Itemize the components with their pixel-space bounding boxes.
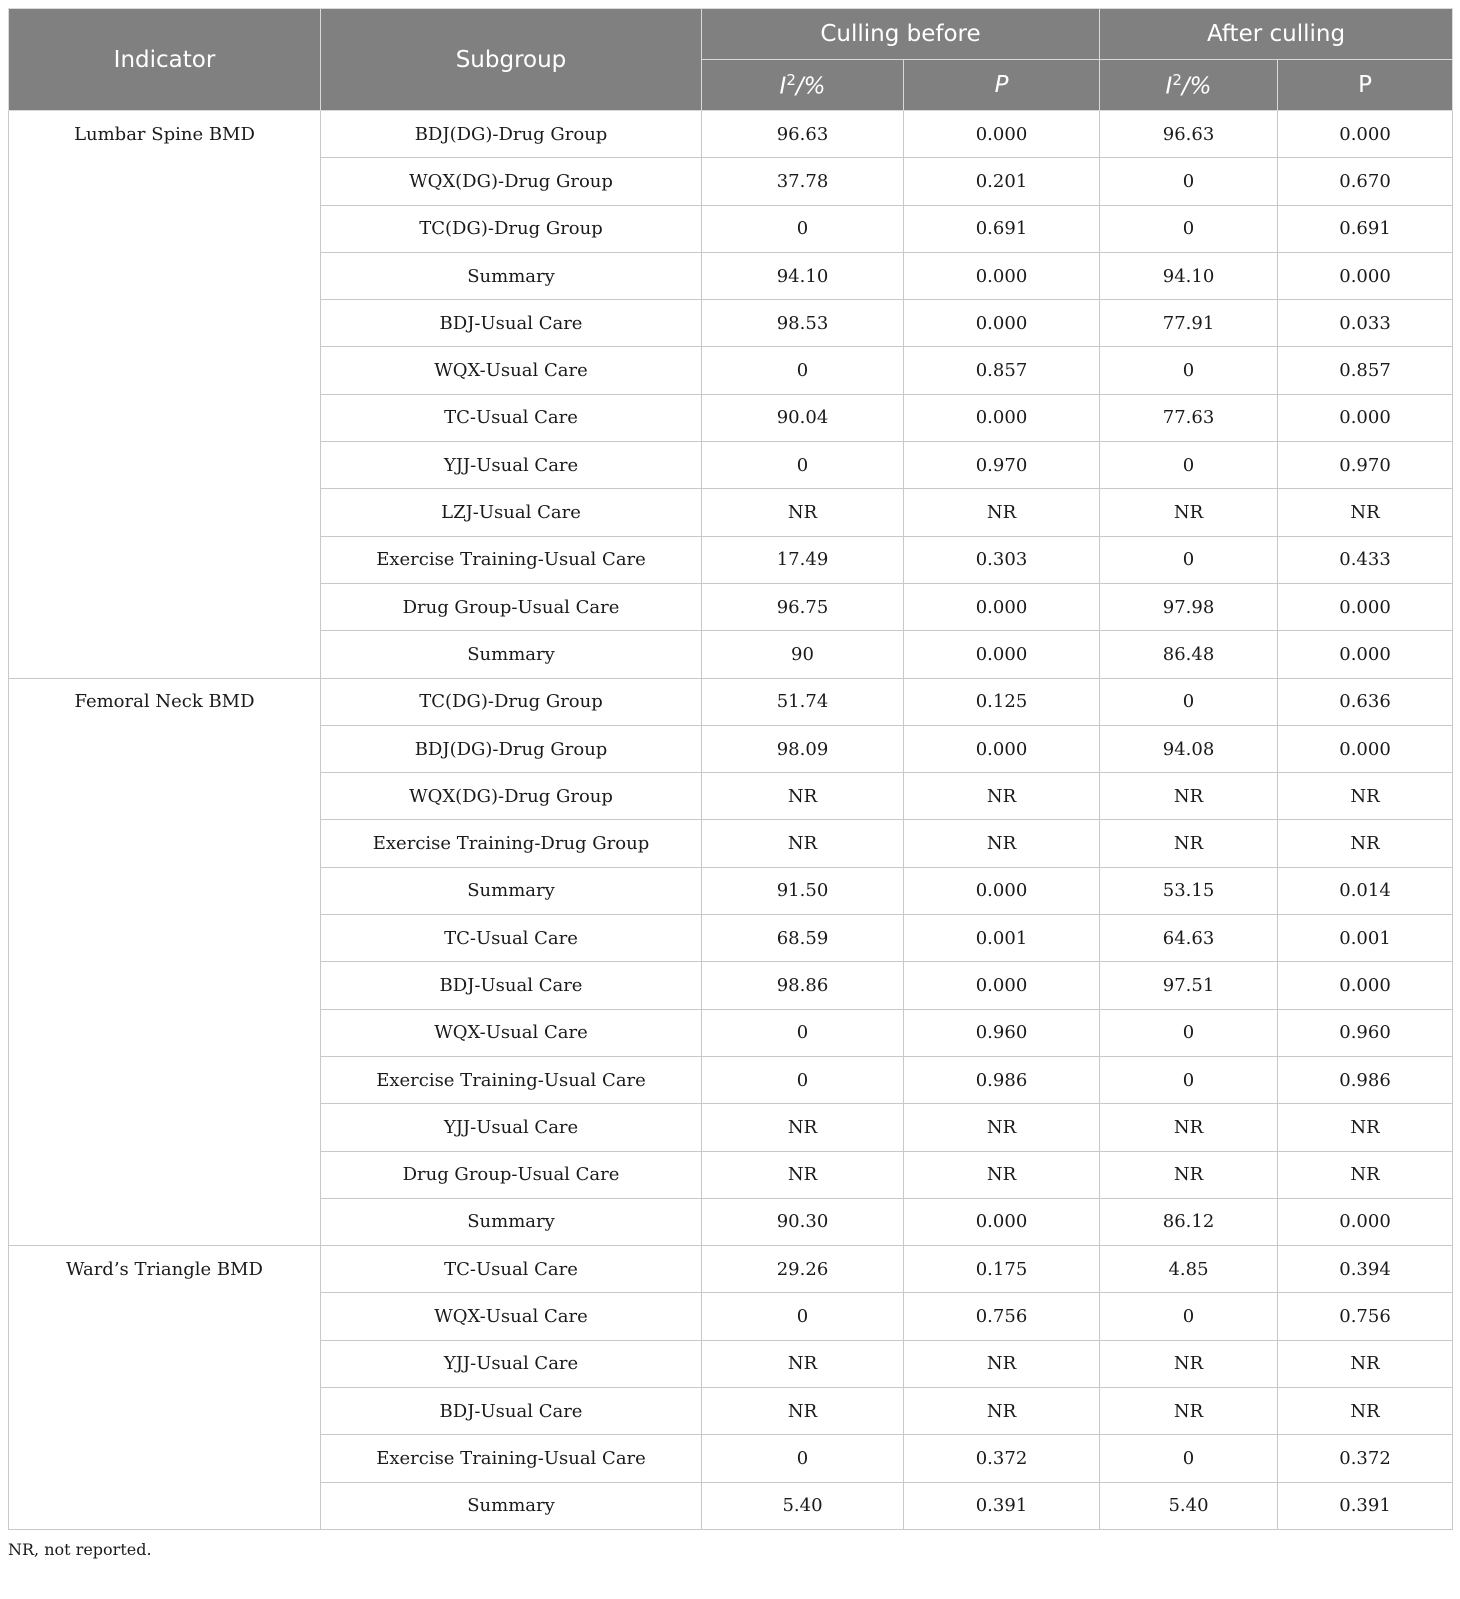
p-before-cell: 0.201 (904, 158, 1100, 205)
i2-before-cell: 0 (702, 1435, 904, 1482)
i2-after-cell: NR (1100, 1340, 1278, 1387)
p-after-cell: 0.000 (1278, 725, 1453, 772)
i2-after-cell: 0 (1100, 1293, 1278, 1340)
i2-after-cell: 86.48 (1100, 631, 1278, 678)
p-before-cell: NR (904, 1388, 1100, 1435)
i2-before-cell: 90 (702, 631, 904, 678)
i2-before-cell: 0 (702, 1056, 904, 1103)
p-before-cell: 0.986 (904, 1056, 1100, 1103)
i2-after-cell: NR (1100, 1388, 1278, 1435)
p-before-cell: 0.000 (904, 725, 1100, 772)
indicator-cell (9, 252, 321, 299)
indicator-cell: Femoral Neck BMD (9, 678, 321, 725)
i2-before-cell: 98.86 (702, 962, 904, 1009)
i2-after-cell: 5.40 (1100, 1482, 1278, 1529)
header-p-before: P (904, 60, 1100, 111)
subgroup-cell: TC(DG)-Drug Group (321, 205, 702, 252)
i2-after-cell: 0 (1100, 1056, 1278, 1103)
p-before-cell: 0.000 (904, 631, 1100, 678)
i2-after-cell: 4.85 (1100, 1246, 1278, 1293)
p-after-cell: 0.000 (1278, 962, 1453, 1009)
i2-before-cell: 17.49 (702, 536, 904, 583)
i2-before-cell: 0 (702, 347, 904, 394)
p-after-cell: 0.000 (1278, 394, 1453, 441)
table-row (9, 583, 1453, 630)
indicator-cell (9, 489, 321, 536)
table-row (9, 111, 1453, 158)
indicator-cell (9, 1104, 321, 1151)
p-after-cell: 0.857 (1278, 347, 1453, 394)
subgroup-cell: BDJ-Usual Care (321, 300, 702, 347)
table-row (9, 1340, 1453, 1387)
table-row (9, 678, 1453, 725)
table-row (9, 867, 1453, 914)
indicator-cell (9, 1293, 321, 1340)
heterogeneity-table-container (8, 8, 1452, 1530)
i2-after-cell: 64.63 (1100, 915, 1278, 962)
p-after-cell: 0.014 (1278, 867, 1453, 914)
i2-symbol: I (779, 73, 787, 100)
subgroup-cell: TC(DG)-Drug Group (321, 678, 702, 725)
i2-after-cell: NR (1100, 1104, 1278, 1151)
table-row (9, 631, 1453, 678)
table-row (9, 347, 1453, 394)
i2-after-cell: 0 (1100, 442, 1278, 489)
i2-before-cell: 0 (702, 1293, 904, 1340)
subgroup-cell: Summary (321, 631, 702, 678)
subgroup-cell: YJJ-Usual Care (321, 442, 702, 489)
p-before-cell: NR (904, 1340, 1100, 1387)
indicator-cell (9, 347, 321, 394)
i2-after-cell: 94.08 (1100, 725, 1278, 772)
p-before-cell: 0.000 (904, 394, 1100, 441)
subgroup-cell: WQX-Usual Care (321, 1009, 702, 1056)
i2-suffix: /% (1181, 73, 1212, 100)
subgroup-cell: TC-Usual Care (321, 1246, 702, 1293)
indicator-cell (9, 158, 321, 205)
i2-before-cell: 29.26 (702, 1246, 904, 1293)
header-subgroup: Subgroup (321, 9, 702, 111)
header-after-culling: After culling (1100, 9, 1453, 60)
indicator-cell (9, 1009, 321, 1056)
subgroup-cell: Exercise Training-Drug Group (321, 820, 702, 867)
i2-before-cell: 68.59 (702, 915, 904, 962)
subgroup-cell: BDJ-Usual Care (321, 1388, 702, 1435)
table-row (9, 1198, 1453, 1245)
p-after-cell: 0.960 (1278, 1009, 1453, 1056)
indicator-cell (9, 205, 321, 252)
i2-after-cell: NR (1100, 1151, 1278, 1198)
table-row (9, 962, 1453, 1009)
table-row (9, 820, 1453, 867)
table-row (9, 536, 1453, 583)
p-before-cell: 0.970 (904, 442, 1100, 489)
subgroup-cell: Exercise Training-Usual Care (321, 1056, 702, 1103)
p-after-cell: 0.433 (1278, 536, 1453, 583)
indicator-cell (9, 1388, 321, 1435)
i2-before-cell: NR (702, 1388, 904, 1435)
p-before-cell: 0.001 (904, 915, 1100, 962)
i2-suffix: /% (795, 73, 826, 100)
i2-before-cell: 90.30 (702, 1198, 904, 1245)
indicator-cell (9, 583, 321, 630)
subgroup-cell: BDJ(DG)-Drug Group (321, 111, 702, 158)
i2-after-cell: 86.12 (1100, 1198, 1278, 1245)
p-after-cell: NR (1278, 1340, 1453, 1387)
table-row (9, 394, 1453, 441)
p-after-cell: NR (1278, 1388, 1453, 1435)
p-after-cell: NR (1278, 489, 1453, 536)
subgroup-cell: Summary (321, 1482, 702, 1529)
p-after-cell: 0.000 (1278, 583, 1453, 630)
i2-symbol: I (1165, 73, 1173, 100)
subgroup-cell: WQX(DG)-Drug Group (321, 158, 702, 205)
p-before-cell: NR (904, 1151, 1100, 1198)
p-before-cell: 0.175 (904, 1246, 1100, 1293)
p-before-cell: 0.125 (904, 678, 1100, 725)
table-body (9, 111, 1453, 1530)
table-row (9, 1056, 1453, 1103)
table-footnote: NR, not reported. (8, 1540, 152, 1559)
i2-after-cell: 97.51 (1100, 962, 1278, 1009)
i2-before-cell: 91.50 (702, 867, 904, 914)
p-before-cell: 0.000 (904, 252, 1100, 299)
p-before-cell: 0.372 (904, 1435, 1100, 1482)
subgroup-cell: LZJ-Usual Care (321, 489, 702, 536)
indicator-cell (9, 962, 321, 1009)
subgroup-cell: TC-Usual Care (321, 915, 702, 962)
p-after-cell: NR (1278, 773, 1453, 820)
subgroup-cell: WQX-Usual Care (321, 1293, 702, 1340)
i2-after-cell: NR (1100, 773, 1278, 820)
p-after-cell: 0.000 (1278, 252, 1453, 299)
p-after-cell: 0.691 (1278, 205, 1453, 252)
p-after-cell: 0.636 (1278, 678, 1453, 725)
p-before-cell: 0.691 (904, 205, 1100, 252)
indicator-cell (9, 1340, 321, 1387)
p-before-cell: 0.000 (904, 300, 1100, 347)
table-row (9, 1293, 1453, 1340)
table-row (9, 1151, 1453, 1198)
subgroup-cell: WQX(DG)-Drug Group (321, 773, 702, 820)
p-after-cell: NR (1278, 1104, 1453, 1151)
i2-before-cell: NR (702, 820, 904, 867)
p-before-cell: NR (904, 1104, 1100, 1151)
table-row (9, 773, 1453, 820)
indicator-cell (9, 725, 321, 772)
p-before-cell: NR (904, 820, 1100, 867)
p-after-cell: 0.000 (1278, 111, 1453, 158)
indicator-cell (9, 820, 321, 867)
indicator-cell (9, 394, 321, 441)
indicator-cell (9, 1056, 321, 1103)
table-row (9, 1246, 1453, 1293)
subgroup-cell: Summary (321, 252, 702, 299)
indicator-cell (9, 867, 321, 914)
table-row (9, 1104, 1453, 1151)
indicator-cell (9, 1435, 321, 1482)
subgroup-cell: Exercise Training-Usual Care (321, 536, 702, 583)
i2-before-cell: 0 (702, 205, 904, 252)
i2-before-cell: NR (702, 1340, 904, 1387)
indicator-cell (9, 300, 321, 347)
subgroup-cell: BDJ(DG)-Drug Group (321, 725, 702, 772)
p-before-cell: 0.000 (904, 867, 1100, 914)
p-before-cell: 0.000 (904, 111, 1100, 158)
table-row (9, 442, 1453, 489)
i2-after-cell: 77.63 (1100, 394, 1278, 441)
p-after-cell: 0.970 (1278, 442, 1453, 489)
p-before-cell: NR (904, 773, 1100, 820)
indicator-cell (9, 631, 321, 678)
p-before-cell: NR (904, 489, 1100, 536)
indicator-cell (9, 442, 321, 489)
subgroup-cell: Drug Group-Usual Care (321, 1151, 702, 1198)
i2-before-cell: NR (702, 773, 904, 820)
subgroup-cell: YJJ-Usual Care (321, 1340, 702, 1387)
p-after-cell: 0.756 (1278, 1293, 1453, 1340)
p-after-cell: 0.670 (1278, 158, 1453, 205)
p-after-cell: 0.372 (1278, 1435, 1453, 1482)
i2-after-cell: 96.63 (1100, 111, 1278, 158)
i2-after-cell: 0 (1100, 678, 1278, 725)
i2-after-cell: 77.91 (1100, 300, 1278, 347)
subgroup-cell: BDJ-Usual Care (321, 962, 702, 1009)
i2-after-cell: 0 (1100, 158, 1278, 205)
indicator-cell: Ward’s Triangle BMD (9, 1246, 321, 1293)
table-row (9, 725, 1453, 772)
i2-before-cell: 0 (702, 1009, 904, 1056)
indicator-cell: Lumbar Spine BMD (9, 111, 321, 158)
table-row (9, 1482, 1453, 1529)
i2-before-cell: 98.09 (702, 725, 904, 772)
indicator-cell (9, 915, 321, 962)
i2-before-cell: NR (702, 1104, 904, 1151)
i2-before-cell: 94.10 (702, 252, 904, 299)
p-before-cell: 0.000 (904, 1198, 1100, 1245)
subgroup-cell: Summary (321, 1198, 702, 1245)
table-row (9, 915, 1453, 962)
p-after-cell: 0.000 (1278, 1198, 1453, 1245)
subgroup-cell: TC-Usual Care (321, 394, 702, 441)
i2-before-cell: 5.40 (702, 1482, 904, 1529)
i2-after-cell: 0 (1100, 205, 1278, 252)
table-row (9, 1435, 1453, 1482)
table-row (9, 300, 1453, 347)
i2-before-cell: NR (702, 1151, 904, 1198)
indicator-cell (9, 536, 321, 583)
i2-before-cell: 90.04 (702, 394, 904, 441)
p-before-cell: 0.391 (904, 1482, 1100, 1529)
p-after-cell: 0.986 (1278, 1056, 1453, 1103)
subgroup-cell: Drug Group-Usual Care (321, 583, 702, 630)
table-row (9, 252, 1453, 299)
p-after-cell: 0.000 (1278, 631, 1453, 678)
i2-before-cell: NR (702, 489, 904, 536)
header-indicator: Indicator (9, 9, 321, 111)
header-i2-after (1100, 60, 1278, 111)
indicator-cell (9, 1151, 321, 1198)
table-row (9, 1388, 1453, 1435)
i2-after-cell: 94.10 (1100, 252, 1278, 299)
i2-before-cell: 96.63 (702, 111, 904, 158)
p-before-cell: 0.000 (904, 583, 1100, 630)
table-row (9, 1009, 1453, 1056)
i2-after-cell: 0 (1100, 536, 1278, 583)
i2-before-cell: 96.75 (702, 583, 904, 630)
indicator-cell (9, 773, 321, 820)
i2-after-cell: 53.15 (1100, 867, 1278, 914)
p-before-cell: 0.756 (904, 1293, 1100, 1340)
subgroup-cell: WQX-Usual Care (321, 347, 702, 394)
i2-after-cell: 0 (1100, 347, 1278, 394)
i2-after-cell: 0 (1100, 1009, 1278, 1056)
p-after-cell: 0.001 (1278, 915, 1453, 962)
i2-before-cell: 51.74 (702, 678, 904, 725)
heterogeneity-table (8, 8, 1453, 1530)
header-i2-before (702, 60, 904, 111)
table-header (9, 9, 1453, 111)
indicator-cell (9, 1482, 321, 1529)
i2-before-cell: 37.78 (702, 158, 904, 205)
header-p-after: P (1278, 60, 1453, 111)
i2-before-cell: 0 (702, 442, 904, 489)
p-after-cell: NR (1278, 1151, 1453, 1198)
p-before-cell: 0.857 (904, 347, 1100, 394)
i2-superscript: 2 (786, 70, 796, 89)
subgroup-cell: Exercise Training-Usual Care (321, 1435, 702, 1482)
table-row (9, 205, 1453, 252)
subgroup-cell: Summary (321, 867, 702, 914)
i2-before-cell: 98.53 (702, 300, 904, 347)
indicator-cell (9, 1198, 321, 1245)
i2-after-cell: 97.98 (1100, 583, 1278, 630)
table-row (9, 489, 1453, 536)
i2-after-cell: NR (1100, 820, 1278, 867)
p-before-cell: 0.000 (904, 962, 1100, 1009)
p-before-cell: 0.303 (904, 536, 1100, 583)
table-row (9, 158, 1453, 205)
p-after-cell: 0.033 (1278, 300, 1453, 347)
p-before-cell: 0.960 (904, 1009, 1100, 1056)
p-after-cell: NR (1278, 820, 1453, 867)
i2-after-cell: NR (1100, 489, 1278, 536)
i2-superscript: 2 (1172, 70, 1182, 89)
header-culling-before: Culling before (702, 9, 1100, 60)
subgroup-cell: YJJ-Usual Care (321, 1104, 702, 1151)
p-after-cell: 0.394 (1278, 1246, 1453, 1293)
i2-after-cell: 0 (1100, 1435, 1278, 1482)
p-after-cell: 0.391 (1278, 1482, 1453, 1529)
